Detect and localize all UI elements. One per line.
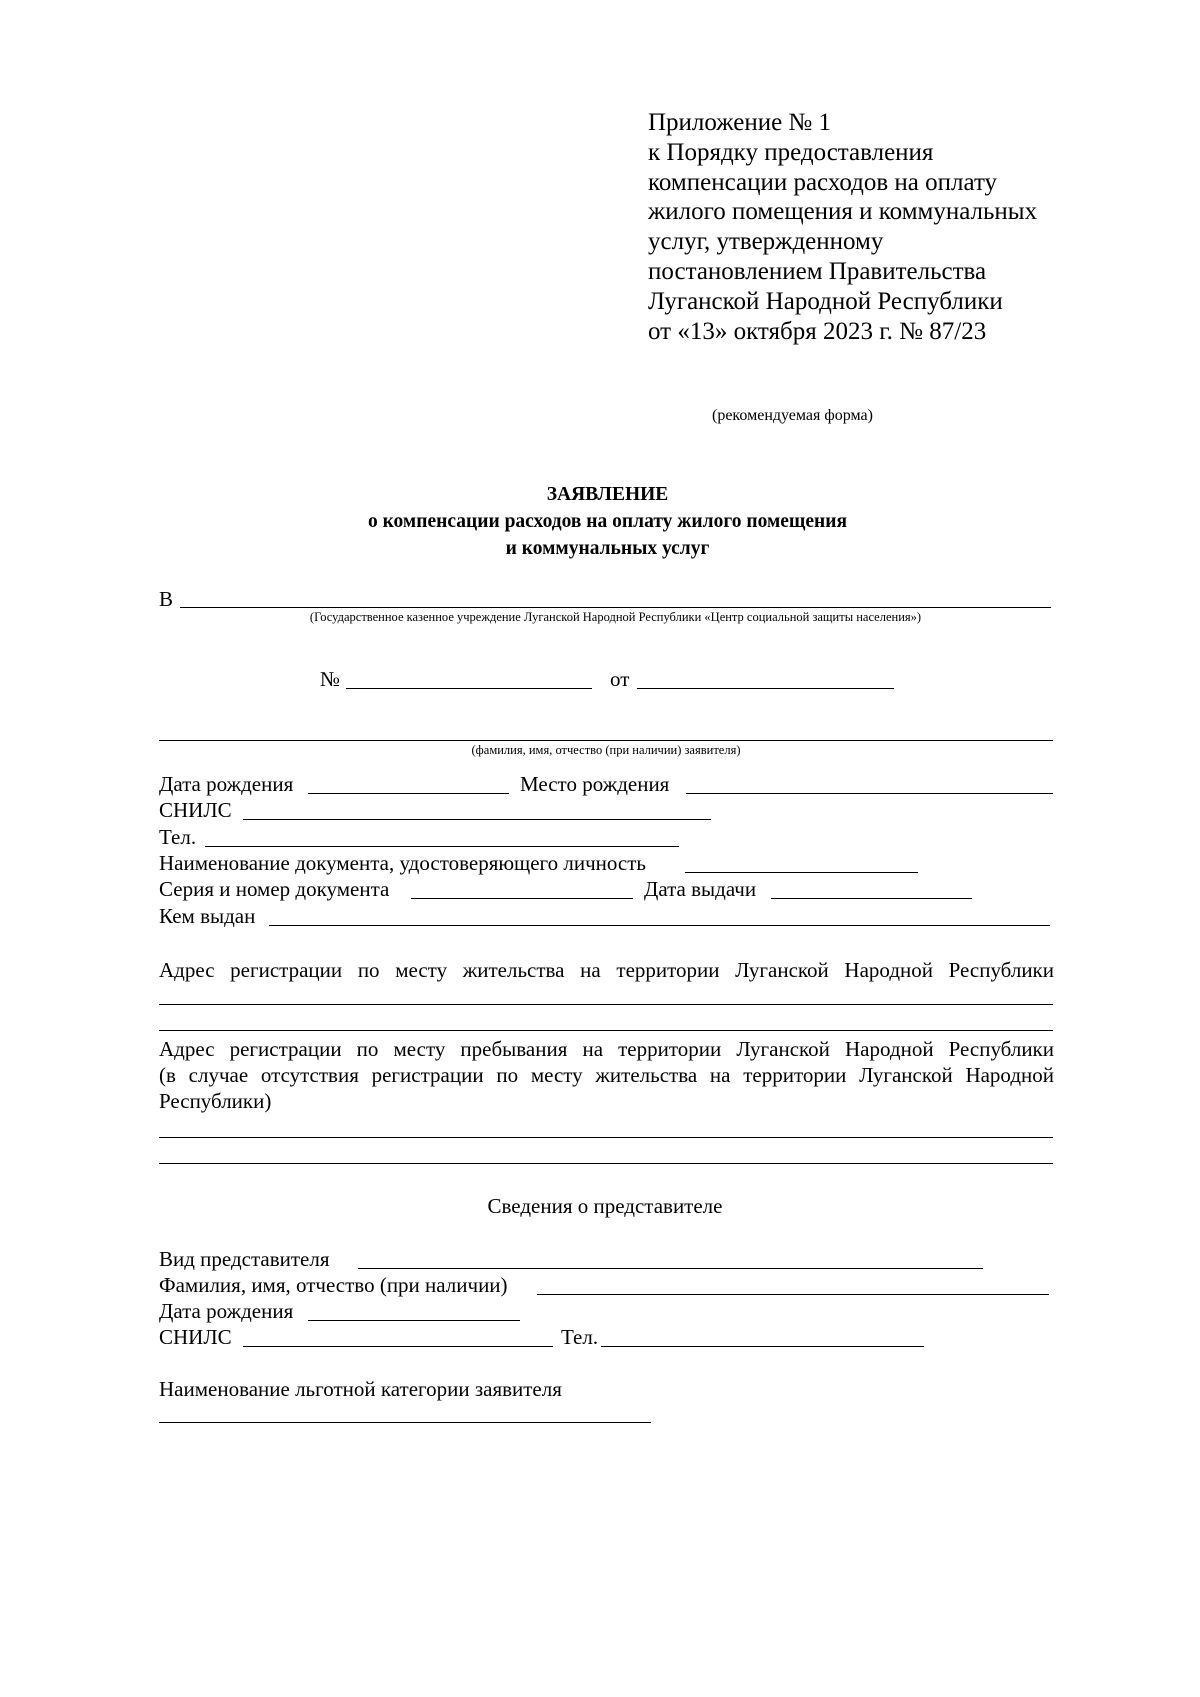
id-document-field[interactable] [685, 872, 918, 873]
stay-address-label-line2: (в случае отсутствия регистрации по месту жительства на территории Луганской Народной [159, 1063, 1054, 1087]
appendix-line: жилого помещения и коммунальных [648, 198, 1038, 226]
appendix-line: от «13» октября 2023 г. № 87/23 [648, 317, 987, 345]
registration-date-label: от [610, 667, 630, 691]
document-series-label: Серия и номер документа [159, 877, 390, 901]
appendix-line: компенсации расходов на оплату [648, 168, 998, 196]
appendix-line: Луганской Народной Республики [648, 287, 1003, 315]
appendix-line: услуг, утвержденному [648, 228, 884, 256]
benefit-category-field[interactable] [159, 1422, 651, 1423]
representative-snils-field[interactable] [243, 1346, 553, 1347]
representative-birth-date-field[interactable] [308, 1320, 520, 1321]
stay-address-field-2[interactable] [159, 1163, 1053, 1164]
document-subtitle-line2: и коммунальных услуг [505, 538, 710, 559]
birth-place-field[interactable] [686, 793, 1053, 794]
benefit-category-label: Наименование льготной категории заявителя [159, 1377, 562, 1401]
residence-address-field-2[interactable] [159, 1030, 1053, 1031]
recommended-form-note: (рекомендуемая форма) [712, 407, 873, 424]
representative-phone-field[interactable] [601, 1346, 924, 1347]
phone-field[interactable] [205, 846, 679, 847]
issued-by-field[interactable] [269, 925, 1050, 926]
issue-date-field[interactable] [771, 898, 972, 899]
phone-label: Тел. [159, 825, 197, 849]
document-title: ЗАЯВЛЕНИЕ [546, 484, 669, 505]
birth-date-field[interactable] [308, 793, 509, 794]
stay-address-field-1[interactable] [159, 1137, 1053, 1138]
appendix-block [648, 108, 1037, 346]
residence-address-label: Адрес регистрации по месту жительства на территории Луганской Народной Республики [159, 958, 1054, 982]
snils-label: СНИЛС [159, 798, 232, 822]
representative-birth-date-label: Дата рождения [159, 1299, 294, 1323]
representative-heading: Сведения о представителе [487, 1194, 723, 1218]
stay-address-label-line3: Республики) [159, 1089, 272, 1113]
representative-fio-field[interactable] [537, 1294, 1049, 1295]
representative-snils-label: СНИЛС [159, 1325, 232, 1349]
appendix-line: постановлением Правительства [648, 257, 987, 285]
document-subtitle-line1: о компенсации расходов на оплату жилого помещения [367, 511, 848, 532]
applicant-fio-caption: (фамилия, имя, отчество (при наличии) заявителя) [471, 743, 741, 757]
registration-number-label: № [320, 667, 341, 691]
snils-field[interactable] [243, 819, 711, 820]
registration-number-field[interactable] [346, 688, 592, 689]
appendix-line: Приложение № 1 [648, 109, 832, 136]
representative-phone-label: Тел. [561, 1325, 599, 1349]
stay-address-label-line1: Адрес регистрации по месту пребывания на территории Луганской Народной Республики [159, 1037, 1054, 1061]
document-series-field[interactable] [411, 898, 633, 899]
birth-date-label: Дата рождения [159, 772, 294, 796]
registration-date-field[interactable] [637, 688, 894, 689]
recipient-prefix: В [159, 587, 174, 611]
appendix-line: к Порядку предоставления [648, 138, 934, 166]
applicant-fio-field[interactable] [159, 740, 1053, 741]
issued-by-label: Кем выдан [159, 904, 256, 928]
representative-fio-label: Фамилия, имя, отчество (при наличии) [159, 1273, 508, 1297]
id-document-label: Наименование документа, удостоверяющего личность [159, 851, 647, 875]
residence-address-field-1[interactable] [159, 1004, 1053, 1005]
recipient-caption: (Государственное казенное учреждение Луганской Народной Республики «Центр социальной защиты населения») [309, 610, 922, 624]
representative-type-label: Вид представителя [159, 1247, 330, 1271]
representative-type-field[interactable] [358, 1268, 983, 1269]
recipient-field[interactable] [180, 607, 1051, 608]
issue-date-label: Дата выдачи [644, 877, 757, 901]
birth-place-label: Место рождения [520, 772, 670, 796]
